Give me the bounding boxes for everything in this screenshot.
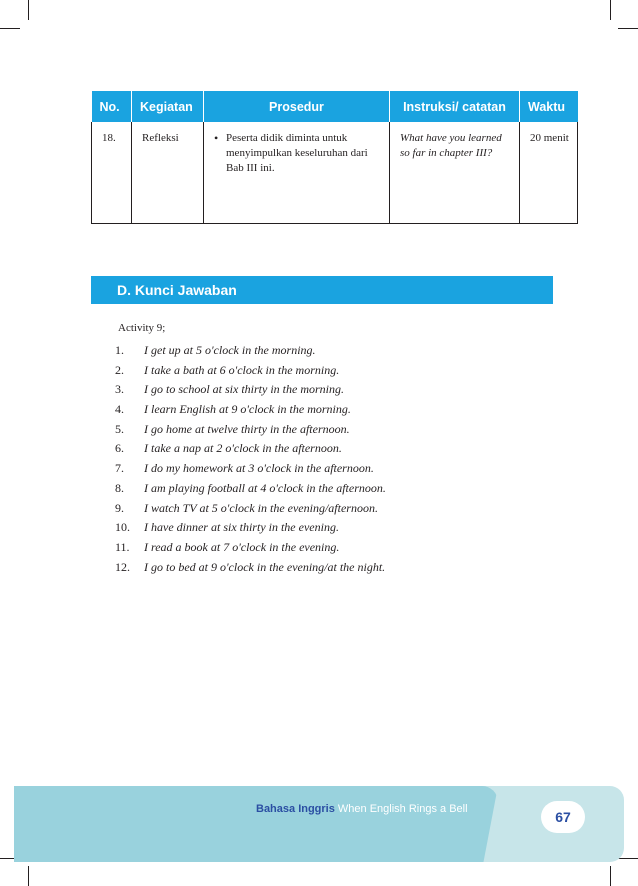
item-text: I am playing football at 4 o'clock in the afternoon. — [144, 480, 386, 495]
book-subtitle: When English Rings a Bell — [337, 803, 468, 815]
activity-label: Activity 9; — [118, 322, 166, 334]
item-number: 1. — [115, 343, 124, 357]
list-item — [115, 499, 386, 519]
crop-mark — [618, 28, 638, 29]
table-header-row — [92, 91, 578, 122]
list-item — [115, 459, 386, 479]
item-text: I do my homework at 3 o'clock in the afternoon. — [144, 461, 374, 476]
list-item — [115, 439, 386, 459]
item-text: I take a nap at 2 o'clock in the afternoon. — [144, 441, 342, 456]
item-number: 7. — [115, 461, 124, 476]
prosedur-text: Peserta didik diminta untuk menyimpulkan keseluruhan dari Bab III ini. — [226, 132, 368, 174]
list-item — [115, 538, 386, 558]
cell-no: 18. — [92, 122, 132, 223]
item-text: I go home at twelve thirty in the afternoon. — [144, 421, 350, 436]
header-prosedur: Prosedur — [204, 91, 390, 122]
item-text: I have dinner at six thirty in the evening. — [144, 520, 339, 535]
item-text: I learn English at 9 o'clock in the morning. — [144, 402, 351, 417]
header-kegiatan: Kegiatan — [132, 91, 204, 122]
list-item — [115, 380, 386, 400]
item-number: 6. — [115, 441, 124, 456]
answer-list — [115, 341, 386, 577]
crop-mark — [610, 0, 611, 20]
item-number: 11. — [115, 539, 130, 554]
list-item — [115, 420, 386, 440]
header-instruksi: Instruksi/ catatan — [390, 91, 520, 122]
section-header: D. Kunci Jawaban — [91, 276, 553, 304]
item-number: 9. — [115, 500, 124, 515]
cell-instruksi: What have you learned so far in chapter III? — [390, 122, 520, 223]
item-number: 10. — [115, 520, 130, 535]
item-number: 12. — [115, 559, 130, 574]
item-text: I get up at 5 o'clock in the morning. — [144, 343, 316, 357]
item-text: I go to school at six thirty in the morning. — [144, 382, 344, 397]
table-row — [92, 122, 578, 223]
cell-kegiatan: Refleksi — [132, 122, 204, 223]
page-number: 67 — [541, 801, 585, 833]
list-item — [115, 518, 386, 538]
footer-title — [256, 803, 468, 815]
crop-mark — [28, 0, 29, 20]
item-number: 5. — [115, 421, 124, 436]
crop-mark — [28, 866, 29, 886]
item-text: I take a bath at 6 o'clock in the morning. — [144, 362, 340, 377]
footer-tab — [14, 786, 498, 862]
item-number: 8. — [115, 480, 124, 495]
item-text: I go to bed at 9 o'clock in the evening/at the night. — [144, 559, 386, 574]
crop-mark — [0, 28, 20, 29]
item-number: 3. — [115, 382, 124, 397]
book-title: Bahasa Inggris — [256, 803, 335, 815]
item-text: I watch TV at 5 o'clock in the evening/afternoon. — [144, 500, 378, 515]
bullet-icon: • — [214, 131, 219, 145]
cell-prosedur — [204, 122, 390, 223]
item-text: I read a book at 7 o'clock in the evening. — [144, 539, 340, 554]
crop-mark — [618, 858, 638, 859]
header-no: No. — [92, 91, 132, 122]
header-waktu: Waktu — [520, 91, 578, 122]
item-number: 4. — [115, 402, 124, 417]
list-item — [115, 558, 386, 578]
crop-mark — [610, 866, 611, 886]
activity-table — [91, 91, 578, 224]
item-number: 2. — [115, 362, 124, 377]
list-item — [115, 400, 386, 420]
cell-waktu: 20 menit — [520, 122, 578, 223]
list-item — [115, 341, 386, 361]
list-item — [115, 361, 386, 381]
list-item — [115, 479, 386, 499]
